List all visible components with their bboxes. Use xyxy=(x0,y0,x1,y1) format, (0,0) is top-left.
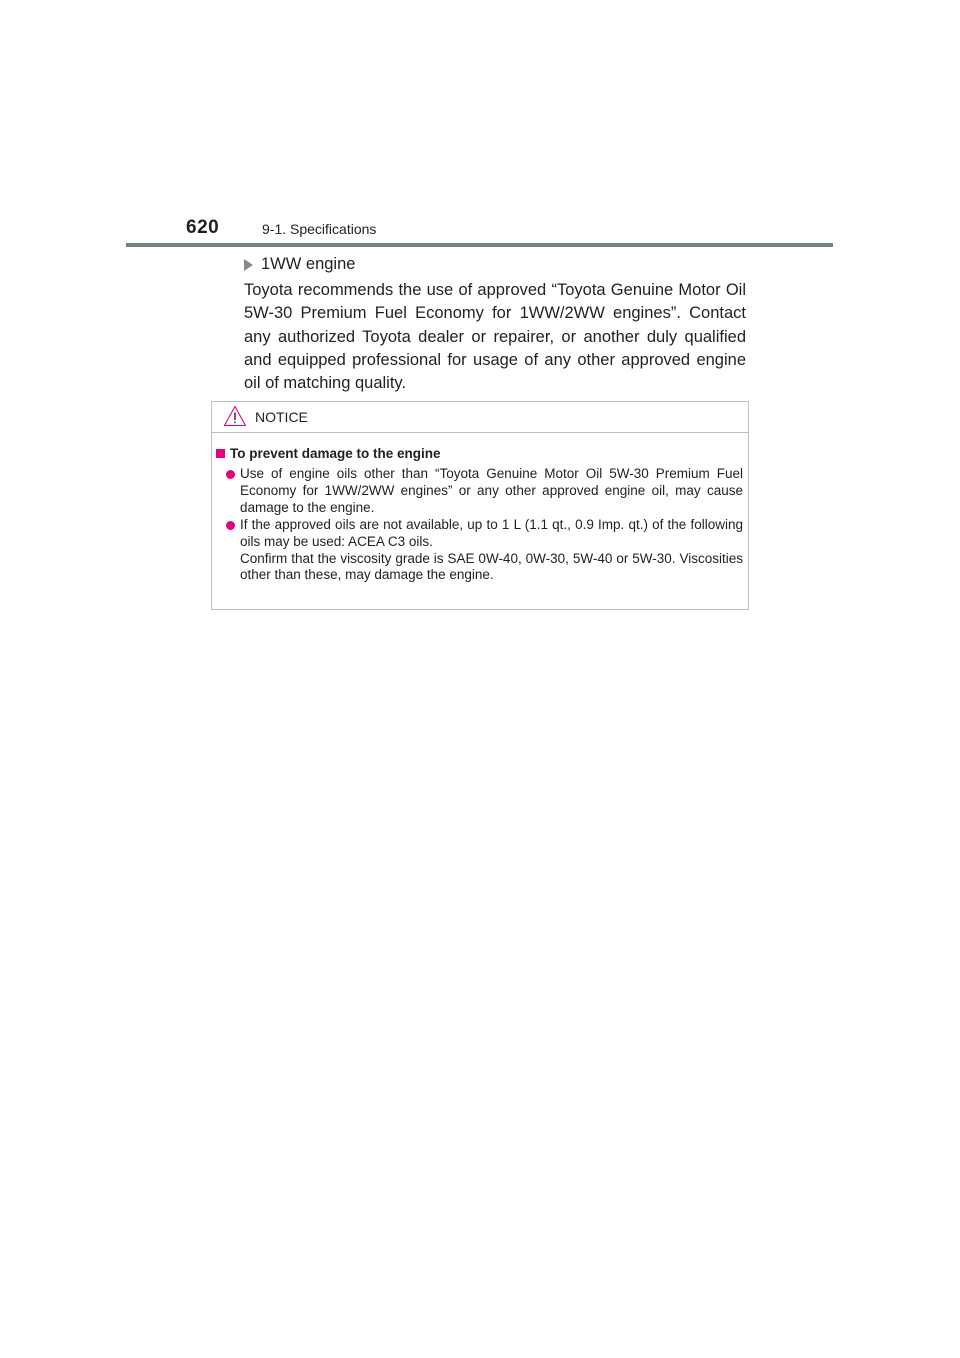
bullet-heading xyxy=(244,255,355,274)
notice-item-text: Use of engine oils other than “Toyota Genuine Motor Oil 5W-30 Premium Fuel Economy for 1WW/2WW engines” or any other approved engine oil, may cause damage to the engine. xyxy=(240,466,743,515)
notice-header xyxy=(212,402,748,433)
notice-item-text-line: If the approved oils are not available, up to 1 L (1.1 qt., 0.9 Imp. qt.) of the following oils may be used: ACEA C3 oils. xyxy=(240,517,743,549)
notice-item xyxy=(226,517,743,584)
notice-item-text-line: Confirm that the viscosity grade is SAE 0W-40, 0W-30, 5W-40 or 5W-30. Viscosities other than these, may damage the engine. xyxy=(240,550,743,583)
notice-box xyxy=(211,401,749,610)
page-number: 620 xyxy=(186,217,220,238)
warning-triangle-icon xyxy=(223,405,247,427)
square-bullet-icon xyxy=(216,449,225,458)
notice-subheading-text: To prevent damage to the engine xyxy=(230,446,441,461)
bullet-heading-text: 1WW engine xyxy=(261,255,356,273)
arrow-right-icon xyxy=(244,259,253,271)
notice-item xyxy=(226,466,743,516)
body-paragraph: Toyota recommends the use of approved “Toyota Genuine Motor Oil 5W-30 Premium Fuel Economy for 1WW/2WW engines”. Contact any authorized Toyota dealer or repairer, or another duly qualified and equipped professional for usage of any other approved engine oil of matching quality. xyxy=(244,281,746,393)
circle-bullet-icon xyxy=(226,470,235,479)
notice-subheading xyxy=(216,446,441,461)
notice-title: NOTICE xyxy=(255,409,308,425)
section-title: 9-1. Specifications xyxy=(262,221,377,237)
header-rule xyxy=(126,243,833,247)
notice-item-text xyxy=(240,517,743,584)
circle-bullet-icon xyxy=(226,521,235,530)
